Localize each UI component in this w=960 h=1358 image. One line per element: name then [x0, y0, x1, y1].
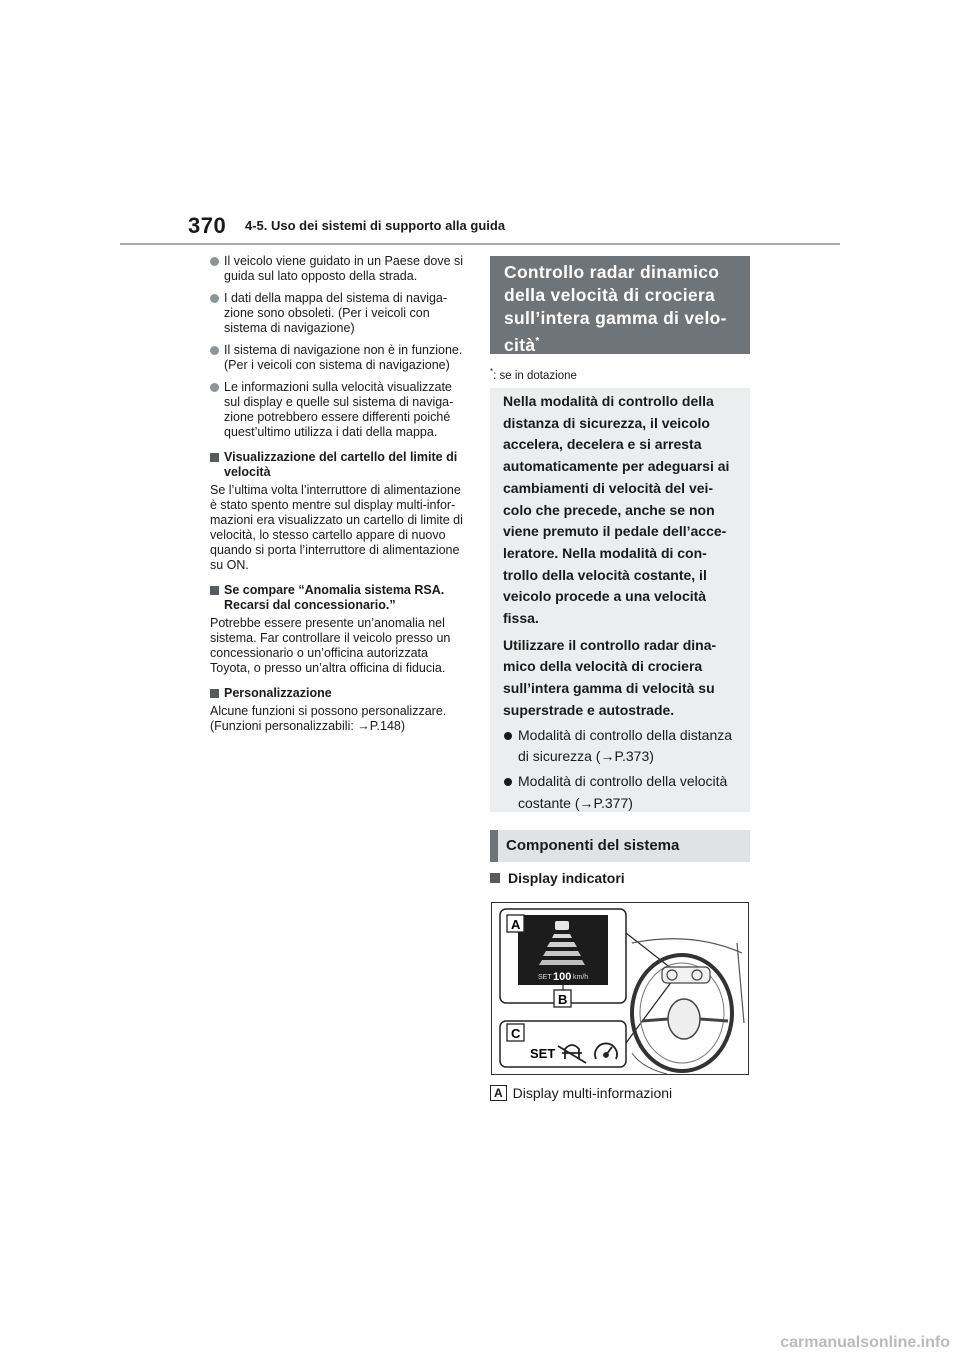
bullet-icon: [210, 294, 219, 303]
bullet-icon: [210, 383, 219, 392]
left-column: [210, 254, 468, 734]
subsection-title: Visualizzazione del cartello del limite di velocità: [224, 450, 458, 479]
footnote-text: : se in dotazione: [493, 369, 577, 382]
summary-bullet: [503, 771, 740, 814]
feature-title-box: [490, 256, 750, 354]
caption-text: Display multi-informazioni: [512, 1085, 673, 1101]
meter-cluster: [662, 967, 710, 983]
label-a: A: [511, 917, 521, 932]
page-number: 370: [188, 213, 227, 238]
square-bullet-icon: [210, 586, 219, 595]
display-heading-text: Display indicatori: [508, 870, 625, 886]
bullet-text: I dati della mappa del sistema di naviga-zione sono obsoleti. (Per i veicoli con sistema di navigazione): [224, 291, 448, 335]
set-speed: 100: [553, 971, 572, 983]
subsection-text: Se l’ultima volta l’interruttore di alimentazione è stato spento mentre sul display multi-infor-mazioni era visualizzato un cartello di limite di velocità, lo stesso cartello appare di nuovo quando si porta l’interruttore di alimentazione su ON.: [210, 483, 463, 572]
square-bullet-icon: [210, 453, 219, 462]
footnote-mark: *: [490, 367, 494, 376]
caption-label: A: [490, 1085, 507, 1101]
list-item: [210, 343, 468, 373]
steering-hub: [668, 999, 700, 1039]
display-heading: [490, 870, 625, 886]
section-title: 4-5. Uso dei sistemi di supporto alla guida: [245, 218, 506, 233]
list-item: [210, 380, 468, 440]
square-bullet-icon: [210, 689, 219, 698]
footnote: [490, 367, 577, 382]
components-heading: Componenti del sistema: [490, 830, 750, 862]
feature-title-mark: *: [535, 336, 540, 347]
lead-vehicle-icon: [555, 921, 569, 930]
bullet-icon: [210, 257, 219, 266]
subsection-text: Alcune funzioni si possono personalizzare. (Funzioni personalizzabili: →P.148): [210, 704, 447, 733]
list-item: [210, 291, 468, 336]
list-item: [210, 254, 468, 284]
distance-bar: [539, 960, 585, 965]
subsection-heading: [210, 450, 468, 480]
label-b: B: [558, 992, 568, 1007]
distance-bar: [547, 942, 577, 947]
watermark: carmanualsonline.info: [780, 1334, 950, 1351]
bullet-text: Il veicolo viene guidato in un Paese dove si guida sul lato opposto della strada.: [224, 254, 464, 283]
feature-title: Controllo radar dinamico della velocità di crociera sull’intera gamma di velo-cità: [504, 262, 727, 355]
subsection-heading: [210, 686, 468, 701]
bullet-icon: [210, 346, 219, 355]
summary-paragraph: Nella modalità di controllo della distanza di sicurezza, il veicolo accelera, decelera e si arresta automaticamente per adeguarsi ai cambiamenti di velocità del vei-colo che precede, anche se non viene premuto il pedale dell’acce-leratore. Nella modalità di con-trollo della velocità costante, il veicolo procede a una velocità fissa.: [503, 393, 730, 627]
caption: [490, 1085, 672, 1101]
subsection-title: Se compare “Anomalia sistema RSA. Recarsi dal concessionario.”: [224, 583, 445, 612]
bullet-icon: [504, 732, 512, 740]
summary-paragraph: Utilizzare il controllo radar dina-mico della velocità di crociera sull’intera gamma di velocità su superstrade e autostrade.: [503, 636, 717, 718]
dashboard-illustration: [491, 902, 749, 1075]
header-divider: [120, 243, 840, 245]
bullet-text: Il sistema di navigazione non è in funzione. (Per i veicoli con sistema di navigazione): [224, 343, 463, 372]
subsection-title: Personalizzazione: [224, 686, 332, 700]
bullet-icon: [504, 778, 512, 786]
distance-bar: [552, 934, 572, 938]
dashboard-drawing: [492, 903, 748, 1074]
summary-box: [490, 388, 750, 812]
set-icon: SET: [530, 1046, 556, 1061]
summary-bullet: [503, 725, 740, 768]
subsection-heading: [210, 583, 468, 613]
summary-bullet-text: Modalità di controllo della distanza di sicurezza (→P.373): [518, 726, 733, 765]
bullet-text: Le informazioni sulla velocità visualizzate sul display e quelle sul sistema di naviga-zione potrebbero essere differenti poiché quest’ultimo utilizza i dati della mappa.: [224, 380, 454, 439]
label-c: C: [511, 1026, 521, 1041]
set-indicator: SET: [538, 974, 552, 981]
square-bullet-icon: [490, 873, 500, 883]
subsection-text: Potrebbe essere presente un’anomalia nel sistema. Far controllare il veicolo presso un concessionario o un’officina autorizzata Toyota, o presso un’altra officina di fiducia.: [210, 616, 451, 675]
distance-bar: [543, 951, 581, 956]
speed-unit: km/h: [573, 974, 589, 981]
summary-bullet-text: Modalità di controllo della velocità costante (→P.377): [518, 772, 728, 811]
